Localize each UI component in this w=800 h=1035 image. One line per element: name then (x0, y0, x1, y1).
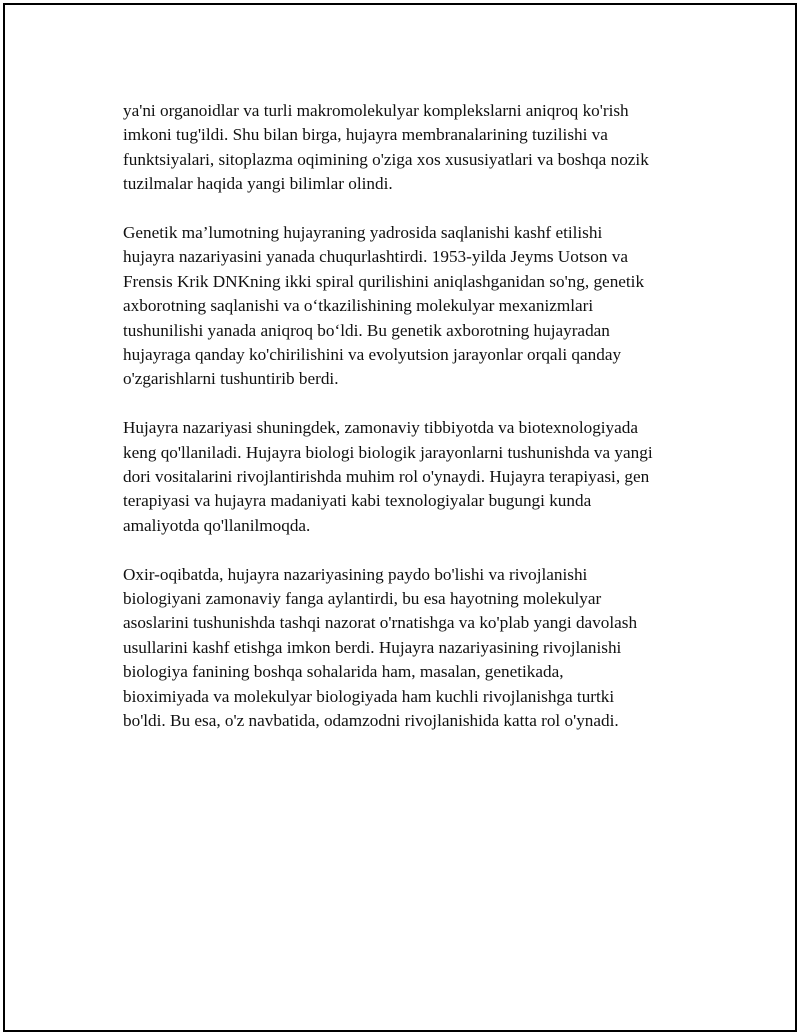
text-line: bioximiyada va molekulyar biologiyada ham kuchli rivojlanishga turtki (123, 686, 615, 706)
text-line: asoslarini tushunishda tashqi nazorat o'rnatishga va ko'plab yangi davolash (123, 613, 638, 633)
text-line: hujayra nazariyasini yanada chuqurlashtirdi. 1953-yilda Jeyms Uotson va (123, 247, 628, 267)
paragraph (123, 416, 708, 538)
text-line: Genetik ma’lumotning hujayraning yadrosida saqlanishi kashf etilishi (123, 223, 603, 243)
paragraph (123, 563, 708, 734)
text-line: terapiyasi va hujayra madaniyati kabi texnologiyalar bugungi kunda (123, 491, 592, 511)
text-line: Hujayra nazariyasi shuningdek, zamonaviy tibbiyotda va biotexnologiyada (123, 418, 639, 438)
paragraph (123, 99, 708, 197)
text-line: tuzilmalar haqida yangi bilimlar olindi. (123, 174, 393, 194)
text-line: bo'ldi. Bu esa, o'z navbatida, odamzodni rivojlanishida katta rol o'ynadi. (123, 711, 619, 731)
text-line: axborotning saqlanishi va o‘tkazilishining molekulyar mexanizmlari (123, 296, 594, 316)
text-line: Frensis Krik DNKning ikki spiral qurilishini aniqlashganidan so'ng, genetik (123, 271, 645, 291)
text-line: keng qo'llaniladi. Hujayra biologi biologik jarayonlarni tushunishda va yangi (123, 442, 653, 462)
text-line: Oxir-oqibatda, hujayra nazariyasining paydo bo'lishi va rivojlanishi (123, 564, 588, 584)
text-line: hujayraga qanday ko'chirilishini va evolyutsion jarayonlar orqali qanday (123, 345, 622, 365)
text-line: tushunilishi yanada aniqroq bo‘ldi. Bu genetik axborotning hujayradan (123, 320, 610, 340)
text-line: imkoni tug'ildi. Shu bilan birga, hujayra membranalarining tuzilishi va (123, 125, 608, 145)
text-line: o'zgarishlarni tushuntirib berdi. (123, 369, 339, 389)
text-line: usullarini kashf etishga imkon berdi. Hujayra nazariyasining rivojlanishi (123, 637, 622, 657)
text-line: funktsiyalari, sitoplazma oqimining o'ziga xos xususiyatlari va boshqa nozik (123, 149, 649, 169)
paragraph (123, 221, 708, 392)
document-body (123, 99, 708, 758)
text-line: ya'ni organoidlar va turli makromolekulyar komplekslarni aniqroq ko'rish (123, 101, 629, 120)
text-line: dori vositalarini rivojlantirishda muhim rol o'ynaydi. Hujayra terapiyasi, gen (123, 467, 650, 487)
text-line: amaliyotda qo'llanilmoqda. (123, 515, 311, 535)
page-border (3, 3, 797, 1032)
text-line: biologiya fanining boshqa sohalarida ham, masalan, genetikada, (123, 662, 564, 682)
text-line: biologiyani zamonaviy fanga aylantirdi, bu esa hayotning molekulyar (123, 589, 602, 609)
